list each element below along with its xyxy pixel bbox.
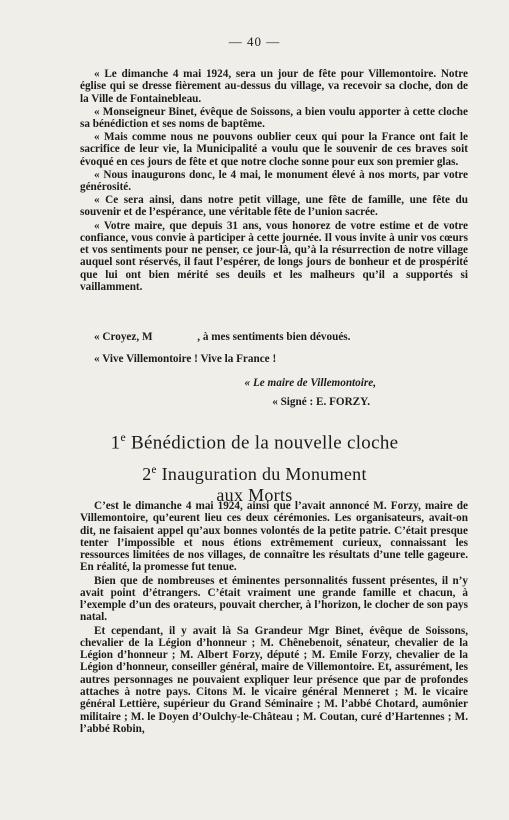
page-number: — 40 —	[228, 34, 281, 49]
ceremony-account	[80, 500, 468, 736]
letter-paragraph: « Monseigneur Binet, évêque de Soissons, a bien voulu apporter à cette cloche sa bénédiction et ses noms de baptême.	[80, 105, 468, 130]
signature-title: « Le maire de Villemontoire,	[244, 377, 376, 389]
body-paragraph: C’est le dimanche 4 mai 1924, ainsi que l’avait annoncé M. Forzy, maire de Villemontoire, qu’eurent lieu ces deux cérémonies. Les organisateurs, avait-on dit, ne faisaient appel qu’aux bonnes volontés de la petite patrie. C’était presque tenter l’impossible et nous étions extrêmement curieux, connaissant les ressources limitées de nos villages, de connaître les résultats d’une telle gageure. En réalité, la promesse fut tenue.	[80, 500, 468, 574]
letter-paragraph: « Mais comme nous ne pouvons oublier ceux qui pour la France ont fait le sacrifice de leur vie, la Municipalité a voulu que le souvenir de ces braves soit évoqué en ces jours de fête et que notre cloche sonne pour eux son premier glas.	[80, 131, 468, 168]
section-heading-blessing: 1e Bénédiction de la nouvelle cloche	[110, 431, 399, 454]
letter-signature	[80, 377, 468, 409]
section-heading-monument-line2: aux Morts	[216, 485, 293, 505]
closing-greeting: « Croyez, M , à mes sentiments bien dévoués.	[94, 331, 351, 343]
letter-paragraph: « Votre maire, que depuis 31 ans, vous honorez de votre estime et de votre confiance, vous convie à participer à cette journée. Il vous invite à unir vos cœurs et vos sentiments pour ne penser, ce jour-là, qu’à la résurrection de notre village auquel sont réservés, il faut l’espérer, de longs jours de bonheur et de prospérité que lui ont bien mérité ses deuils et les malheurs qu’il a supportés si vaillamment.	[80, 219, 468, 294]
signature-name: « Signé : E. FORZY.	[272, 396, 370, 409]
mayor-letter	[80, 68, 468, 294]
letter-paragraph: « Nous inaugurons donc, le 4 mai, le monument élevé à nos morts, par votre générosité.	[80, 168, 468, 194]
section-heading-monument: 2e Inauguration du Monument aux Morts	[0, 460, 509, 506]
body-paragraph: Et cependant, il y avait là Sa Grandeur Mgr Binet, évêque de Soissons, chevalier de la Légion d’honneur ; M. Chênebenoit, sénateur, chevalier de la Légion d’honneur ; M. Albert Forzy, député ; M. Emile Forzy, chevalier de la Légion d’honneur, conseiller général, maire de Villemontoire. Et, assurément, les autres personnages ne pouvaient expliquer leur présence que par de profondes attaches à notre pays. Citons M. le vicaire général Menneret ; M. le vicaire général Lettière, supérieur du Grand Séminaire ; M. l’abbé Chotard, aumônier militaire ; M. le Doyen d’Oulchy-le-Château ; M. Coutan, curé d’Hartennes ; M. l’abbé Robin,	[80, 624, 468, 735]
letter-paragraph: « Ce sera ainsi, dans notre petit village, une fête de famille, une fête du souvenir et de l’espérance, une véritable fête de l’union sacrée.	[80, 194, 468, 219]
closing-cheer: « Vive Villemontoire ! Vive la France !	[94, 353, 277, 366]
body-paragraph: Bien que de nombreuses et éminentes personnalités fussent présentes, il n’y avait point d’étrangers. C’était vraiment une grande famille et chacun, à l’exemple d’un des orateurs, pouvait chercher, à l’horizon, le clocher de son pays natal.	[80, 574, 468, 624]
letter-paragraph: « Le dimanche 4 mai 1924, sera un jour de fête pour Villemontoire. Notre église qui se dresse fièrement au-dessus du village, va recevoir sa cloche, don de la Ville de Fontainebleau.	[80, 68, 468, 105]
letter-closing	[80, 331, 468, 366]
